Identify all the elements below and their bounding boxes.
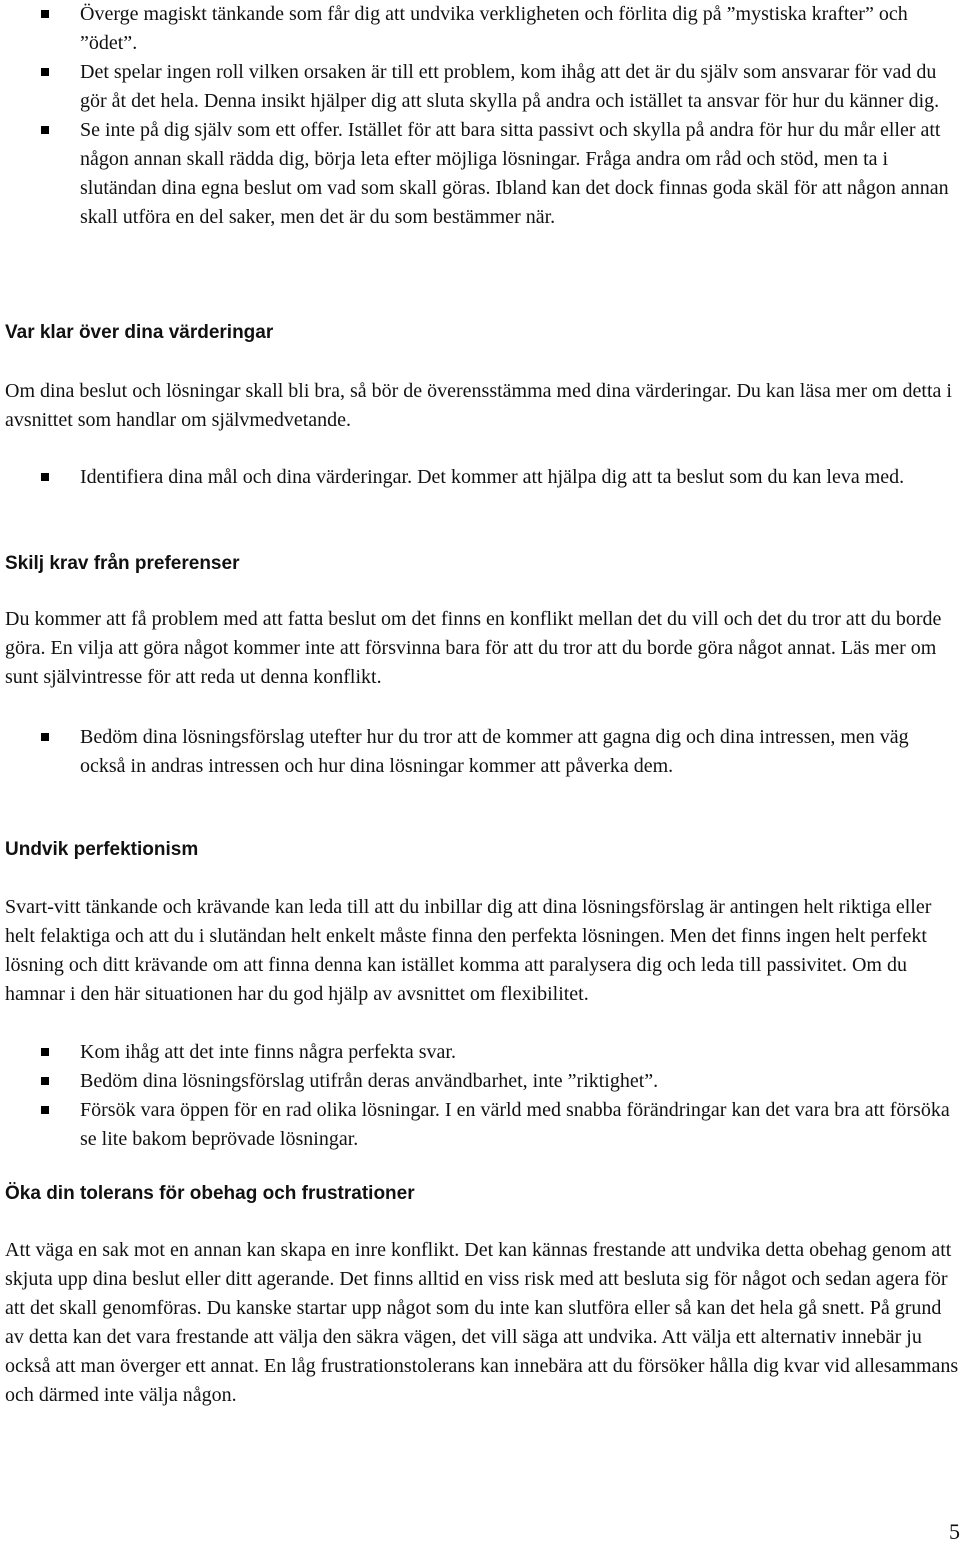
list-item: Kom ihåg att det inte finns några perfekta svar. (0, 1038, 950, 1067)
square-bullet-icon (41, 733, 49, 741)
list-item: Identifiera dina mål och dina värderingar. Det kommer att hjälpa dig att ta beslut som du kan leva med. (0, 463, 950, 492)
square-bullet-icon (41, 68, 49, 76)
section-heading-tolerance: Öka din tolerans för obehag och frustrationer (5, 1183, 415, 1204)
values-bullet-list (0, 463, 950, 492)
list-item: Försök vara öppen för en rad olika lösningar. I en värld med snabba förändringar kan det vara bra att försöka se lite bakom beprövade lösningar. (0, 1096, 950, 1154)
perfection-bullet-list (0, 1038, 950, 1154)
paragraph-tolerance: Att väga en sak mot en annan kan skapa en inre konflikt. Det kan kännas frestande att undvika detta obehag genom att skjuta upp dina beslut eller ditt agerande. Det finns alltid en viss risk med att besluta sig för något och sedan agera för att det skall genomföras. Du kanske startar upp något som du inte kan slutföra eller så kan det hela gå snett. På grund av detta kan det vara frestande att välja den säkra vägen, det vill säga att undvika. Att välja ett alternativ innebär ju också att man överger ett annat. En låg frustrationstolerans kan innebära att du försöker hålla dig kvar vid allesammans och därmed inte välja någon. (5, 1239, 959, 1406)
list-item: Se inte på dig själv som ett offer. Istället för att bara sitta passivt och skylla på andra för hur du mår eller att någon annan skall rädda dig, börja leta efter möjliga lösningar. Fråga andra om råd och stöd, men ta i slutändan dina egna beslut om vad som skall göras. Ibland kan det dock finnas goda skäl för att någon annan skall utföra en del saker, men det är du som bestämmer när. (0, 116, 950, 232)
section-heading-demands: Skilj krav från preferenser (5, 553, 240, 574)
list-item: Bedöm dina lösningsförslag utefter hur du tror att de kommer att gagna dig och dina intressen, men väg också in andras intressen och hur dina lösningar kommer att påverka dem. (0, 723, 950, 781)
list-item: Överge magiskt tänkande som får dig att undvika verkligheten och förlita dig på ”mystiska krafter” och ”ödet”. (0, 0, 950, 58)
paragraph-perfection: Svart-vitt tänkande och krävande kan leda till att du inbillar dig att dina lösningsförslag är antingen helt riktiga eller helt felaktiga och att du i slutändan helt enkelt måste finna den perfekta lösningen. Men det finns ingen helt perfekt lösning och ditt krävande om att finna denna kan istället komma att paralysera dig och leda till passivitet. Om du hamnar i den här situationen har du god hjälp av avsnittet om flexibilitet. (5, 896, 932, 1005)
paragraph-values: Om dina beslut och lösningar skall bli bra, så bör de överensstämma med dina värderingar. Du kan läsa mer om detta i avsnittet som handlar om självmedvetande. (5, 380, 952, 431)
list-item: Bedöm dina lösningsförslag utifrån deras användbarhet, inte ”riktighet”. (0, 1067, 950, 1096)
page-number: 5 (949, 1519, 960, 1544)
square-bullet-icon (41, 1106, 49, 1114)
square-bullet-icon (41, 1048, 49, 1056)
square-bullet-icon (41, 10, 49, 18)
top-bullet-list (0, 0, 950, 232)
demands-bullet-list (0, 723, 950, 781)
section-heading-perfection: Undvik perfektionism (5, 839, 199, 860)
square-bullet-icon (41, 126, 49, 134)
square-bullet-icon (41, 1077, 49, 1085)
list-item: Det spelar ingen roll vilken orsaken är till ett problem, kom ihåg att det är du själv som ansvarar för vad du gör åt det hela. Denna insikt hjälper dig att sluta skylla på andra och istället ta ansvar för hur du känner dig. (0, 58, 950, 116)
paragraph-demands: Du kommer att få problem med att fatta beslut om det finns en konflikt mellan det du vill och det du tror att du borde göra. En vilja att göra något kommer inte att försvinna bara för att du tror att du borde göra något annat. Läs mer om sunt självintresse för att reda ut denna konflikt. (5, 608, 942, 688)
section-heading-values: Var klar över dina värderingar (5, 322, 274, 343)
square-bullet-icon (41, 473, 49, 481)
